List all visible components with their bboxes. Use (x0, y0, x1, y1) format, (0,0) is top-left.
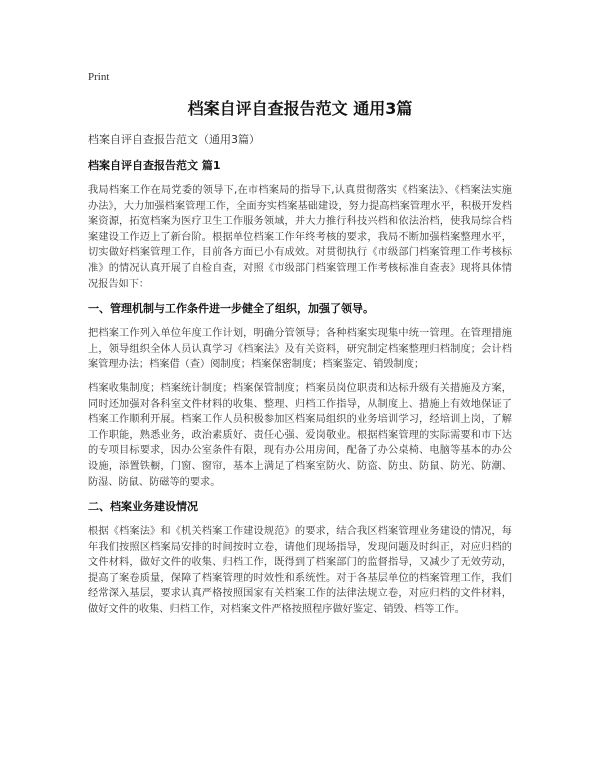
section-2-heading: 二、档案业务建设情况 (88, 500, 198, 514)
print-label: Print (88, 71, 110, 83)
document-title: 档案自评自查报告范文 通用3篇 (187, 99, 413, 118)
document-subtitle: 档案自评自查报告范文（通用3篇） (88, 133, 260, 146)
section-2-paragraph-1: 根据《档案法》和《机关档案工作建设规范》的要求，结合我区档案管理业务建设的情况，每年我们按照区档案局安排的时间按时立卷，请他们现场指导，发现问题及时纠正，对应归档的文件材料，做好文件的收集、归档工作，既得到了档案部门的监督指导，又减少了无效劳动，提高了案卷质量，保障了档案管理的时效性和系统性。对于各基层单位的档案管理工作，我们经常深入基层，要求认真严格按照国家有关档案工作的法律法规立卷，对应归档的文件材料，做好文件的收集、归档工作，对档案文件严格按照程序做好鉴定、销毁、档等工作。 (88, 526, 512, 616)
article-heading: 档案自评自查报告范文 篇1 (88, 159, 221, 172)
intro-paragraph: 我局档案工作在局党委的领导下,在市档案局的指导下,认真贯彻落实《档案法》、《档案法实施办法》，大力加强档案管理工作，全面夯实档案基础建设，努力提高档案管理水平，积极开发档案资源，拓宽档案为医疗卫生工作服务领域，并大力推行科技兴档和依法治档，使我局综合档案建设工作迈上了新台阶。根据单位档案工作年终考核的要求，我局不断加强档案整理水平，切实做好档案管理工作，目前各方面已小有成效。对贯彻执行《市级部门档案管理工作考核标准》的情况认真开展了自检自查，对照《市级部门档案管理工作考核标准自查表》现将具体情况报告如下： (88, 185, 512, 290)
section-1-paragraph-2: 档案收集制度；档案统计制度；档案保管制度；档案员岗位职责和达标升级有关措施及方案，同时还加强对各科室文件材料的收集、整理、归档工作指导，从制度上、措施上有效地保证了档案工作顺利开展。档案工作人员积极参加区档案局组织的业务培训学习，经培训上岗，了解工作职能，熟悉业务，政治素质好、责任心强、爱岗敬业。根据档案管理的实际需要和市下达的专项目标要求，因办公室条件有限，现有办公用房间，配备了办公桌椅、电脑等基本的办公设施，添置铁橱，门窗、窗帘，基本上满足了档案室防火、防盗、防虫、防鼠、防光、防潮、防湿、防鼠、防磁等的要求。 (88, 382, 512, 488)
section-1-paragraph-1: 把档案工作列入单位年度工作计划，明确分管领导；各种档案实现集中统一管理。在管理措施上，领导组织全体人员认真学习《档案法》及有关资料，研究制定档案整理归档制度；会计档案管理办法；档案借（查）阅制度；档案保密制度；档案鉴定、销毁制度； (88, 328, 512, 371)
section-1-heading: 一、管理机制与工作条件进一步健全了组织，加强了领导。 (88, 302, 374, 316)
